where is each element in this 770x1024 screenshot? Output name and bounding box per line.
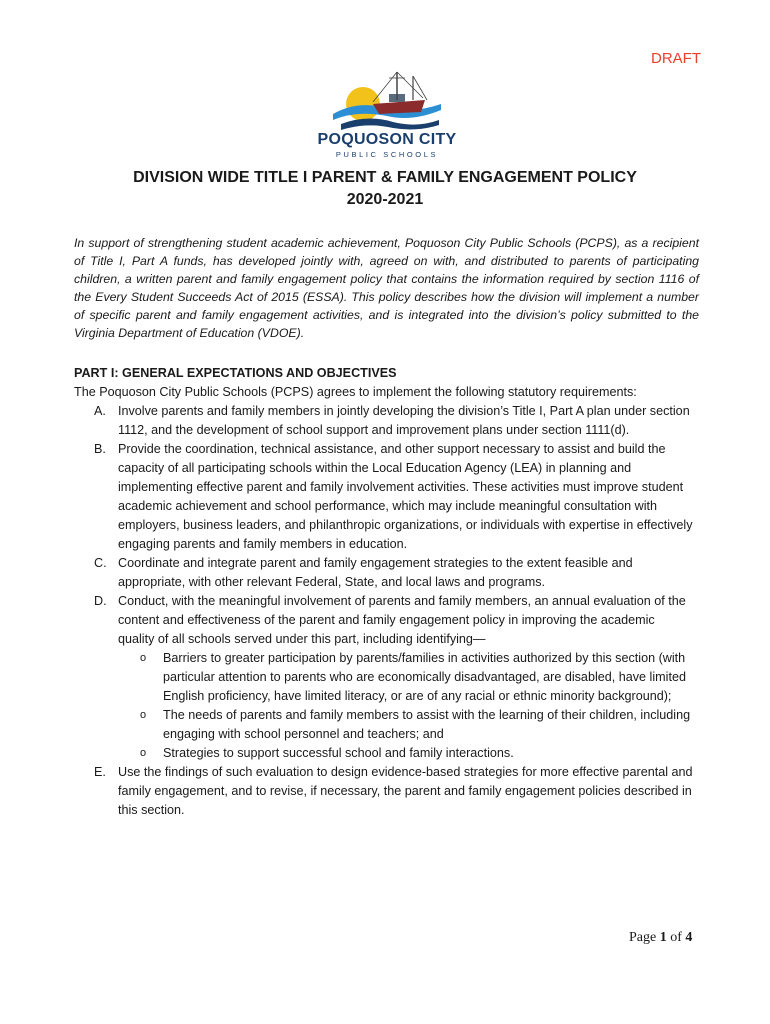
item-marker: E.: [94, 765, 106, 779]
logo-subtitle: PUBLIC SCHOOLS: [335, 150, 439, 159]
logo-name: POQUOSON CITY: [317, 131, 457, 148]
item-text: Conduct, with the meaningful involvement of parents and family members, an annual evaluation of the content and effectiveness of the parent and family engagement policy in improving the academic quality of all schools served under this part, including identifying—: [118, 594, 686, 646]
sub-item-text: The needs of parents and family members to assist with the learning of their children, including engaging with school personnel and teachers; and: [163, 708, 691, 741]
list-item: [94, 763, 693, 820]
item-text: Use the findings of such evaluation to design evidence-based strategies for more effective parental and family engagement, and to revise, if necessary, the parent and family engagement policies described in this section.: [118, 765, 693, 817]
sub-list-item: [140, 649, 693, 706]
list-item: [94, 402, 693, 440]
total-pages: 4: [685, 930, 693, 945]
requirements-list: [0, 402, 770, 820]
part-1-lead: The Poquoson City Public Schools (PCPS) agrees to implement the following statutory requirements:: [74, 385, 637, 399]
sub-bullet-icon: o: [140, 709, 147, 721]
item-marker: A.: [94, 404, 106, 418]
sub-list-item: [140, 706, 693, 744]
of-word: of: [670, 930, 682, 945]
item-marker: B.: [94, 442, 106, 456]
list-item: [94, 592, 693, 649]
item-text: Involve parents and family members in jointly developing the division’s Title I, Part A plan under section 1112, and the development of school support and improvement plans under section 1111(d).: [118, 404, 690, 437]
current-page: 1: [659, 930, 667, 945]
list-item: [94, 440, 693, 554]
list-item: [94, 554, 693, 592]
policy-title: [40, 167, 730, 211]
page-number: [629, 930, 692, 946]
title-line-1: DIVISION WIDE TITLE I PARENT & FAMILY ENGAGEMENT POLICY: [133, 169, 637, 186]
item-marker: C.: [94, 556, 107, 570]
page-word: Page: [629, 930, 657, 945]
sub-bullet-icon: o: [140, 652, 147, 664]
sub-item-text: Strategies to support successful school and family interactions.: [163, 746, 514, 760]
school-logo: [282, 70, 492, 162]
item-text: Coordinate and integrate parent and family engagement strategies to the extent feasible and appropriate, with other relevant Federal, State, and local laws and programs.: [118, 556, 633, 589]
title-year: 2020-2021: [346, 191, 424, 208]
sub-item-text: Barriers to greater participation by parents/families in activities authorized by this section (with particular attention to parents who are economically disadvantaged, are disabled, have limited English proficiency, have limited literacy, or are of any racial or ethnic minority background);: [163, 651, 686, 703]
item-marker: D.: [94, 594, 107, 608]
intro-paragraph: In support of strengthening student academic achievement, Poquoson City Public Schools (PCPS), as a recipient of Title I, Part A funds, has developed jointly with, agreed on with, and distributed to parents of participating children, a written parent and family engagement policy that contains the information required by section 1116 of the Every Student Succeeds Act of 2015 (ESSA). This policy describes how the division will implement a number of specific parent and family engagement activities, and is integrated into the division’s policy submitted to the Virginia Department of Education (VDOE).: [74, 236, 699, 341]
draft-label: DRAFT: [651, 50, 701, 67]
sub-list-item: [140, 744, 693, 763]
logo-boat-icon: [327, 70, 447, 132]
sub-bullet-icon: o: [140, 747, 147, 759]
item-text: Provide the coordination, technical assistance, and other support necessary to assist and build the capacity of all participating schools within the Local Education Agency (LEA) in planning and implementing effective parent and family involvement activities. These activities must improve student academic achievement and school performance, which may include meaningful consultation with employers, business leaders, and philanthropic organizations, or individuals with expertise in effectively engaging parents and family members in education.: [118, 442, 693, 551]
part-1-heading: PART I: GENERAL EXPECTATIONS AND OBJECTIVES: [74, 366, 397, 380]
